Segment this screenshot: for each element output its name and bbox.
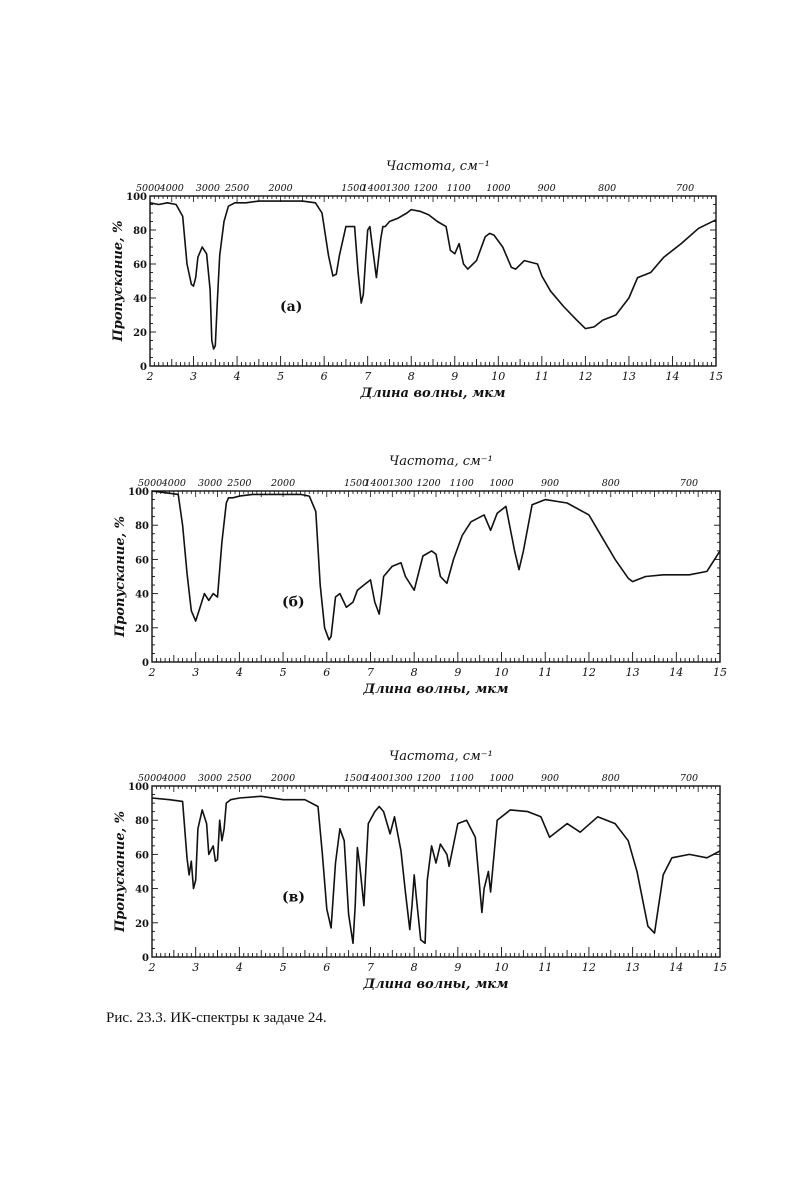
top-tick-label: 4000 (161, 773, 186, 784)
y-tick-label: 60 (135, 850, 149, 862)
x-tick-label: 14 (669, 961, 684, 974)
top-tick-label: 900 (537, 183, 556, 194)
x-tick-label: 12 (581, 961, 596, 974)
top-tick-label: 5000 (138, 478, 163, 489)
x-tick-label: 5 (279, 666, 287, 679)
top-tick-label: 1300 (388, 478, 413, 489)
y-tick-label: 20 (135, 918, 149, 930)
x-tick-label: 6 (320, 370, 328, 383)
y-tick-label: 80 (135, 521, 149, 533)
x-tick-label: 9 (454, 961, 462, 974)
top-tick-label: 800 (601, 478, 620, 489)
x-axis-title: Длина волны, мкм (363, 977, 509, 992)
top-tick-label: 800 (598, 183, 617, 194)
x-tick-label: 12 (578, 370, 593, 383)
x-tick-label: 2 (146, 370, 154, 383)
y-tick-label: 20 (133, 328, 147, 339)
x-tick-label: 3 (192, 666, 200, 679)
x-tick-label: 15 (709, 370, 723, 383)
y-tick-label: 80 (133, 226, 147, 237)
x-tick-label: 11 (534, 370, 549, 383)
top-tick-label: 2000 (270, 478, 296, 489)
x-tick-label: 8 (407, 370, 415, 383)
x-tick-label: 2 (148, 666, 156, 679)
y-tick-label: 60 (135, 555, 149, 567)
top-tick-label: 5000 (138, 773, 163, 784)
top-tick-label: 4000 (161, 478, 186, 489)
x-tick-label: 13 (625, 666, 640, 679)
top-axis-title: Частота, см⁻¹ (389, 454, 493, 469)
x-tick-label: 15 (713, 666, 727, 679)
y-axis-title: Пропускание, % (113, 810, 128, 933)
x-tick-label: 8 (410, 666, 418, 679)
y-axis-title: Пропускание, % (111, 220, 126, 342)
spectrum-panel-2 (113, 454, 727, 697)
x-tick-label: 9 (454, 666, 462, 679)
y-tick-label: 40 (135, 884, 149, 896)
top-tick-label: 1100 (449, 773, 474, 784)
top-tick-label: 1300 (385, 183, 410, 194)
x-tick-label: 10 (491, 370, 506, 383)
top-tick-label: 1000 (486, 183, 511, 194)
y-tick-label: 40 (133, 294, 147, 305)
x-tick-label: 13 (621, 370, 636, 383)
spectrum-line (150, 201, 716, 349)
top-tick-label: 3000 (198, 478, 223, 489)
x-tick-label: 15 (713, 961, 727, 974)
top-tick-label: 1400 (361, 183, 386, 194)
x-tick-label: 10 (494, 666, 509, 679)
x-axis-title: Длина волны, мкм (360, 386, 506, 401)
top-tick-label: 2500 (227, 773, 252, 784)
top-tick-label: 3000 (198, 773, 223, 784)
x-tick-label: 6 (323, 961, 331, 974)
top-tick-label: 700 (679, 478, 699, 489)
top-tick-label: 700 (679, 773, 699, 784)
x-tick-label: 14 (669, 666, 684, 679)
panel-label: (а) (280, 299, 303, 315)
y-tick-label: 100 (128, 487, 149, 498)
x-tick-label: 10 (494, 961, 509, 974)
x-axis-title: Длина волны, мкм (363, 682, 509, 697)
top-tick-label: 800 (601, 773, 620, 784)
y-tick-label: 80 (135, 816, 149, 828)
top-tick-label: 900 (540, 773, 560, 784)
top-tick-label: 2500 (224, 183, 250, 194)
x-tick-label: 5 (277, 370, 285, 383)
x-tick-label: 11 (538, 666, 553, 679)
spectrum-panel-1 (111, 159, 723, 401)
x-tick-label: 8 (410, 961, 418, 974)
x-tick-label: 5 (279, 961, 287, 974)
top-tick-label: 1400 (364, 478, 389, 489)
x-tick-label: 6 (323, 666, 331, 679)
x-tick-label: 2 (148, 961, 156, 974)
x-tick-label: 7 (364, 370, 372, 383)
y-tick-label: 20 (135, 623, 149, 635)
top-tick-label: 1300 (388, 773, 413, 784)
x-tick-label: 3 (192, 961, 200, 974)
top-tick-label: 1500 (343, 773, 369, 784)
x-tick-label: 4 (233, 370, 241, 383)
x-tick-label: 4 (235, 666, 243, 679)
x-tick-label: 13 (625, 961, 640, 974)
top-tick-label: 700 (676, 183, 695, 194)
x-tick-label: 4 (235, 961, 243, 974)
y-tick-label: 0 (142, 953, 149, 964)
y-tick-label: 0 (140, 362, 147, 373)
top-tick-label: 3000 (195, 183, 220, 194)
y-tick-label: 40 (135, 589, 149, 601)
y-axis-title: Пропускание, % (113, 515, 128, 638)
x-tick-label: 9 (451, 370, 459, 383)
x-tick-label: 7 (366, 666, 374, 679)
plot-frame (150, 196, 716, 366)
top-axis-title: Частота, см⁻¹ (389, 749, 493, 764)
panel-label: (б) (282, 594, 305, 611)
top-tick-label: 2500 (227, 478, 252, 489)
top-tick-label: 1200 (413, 183, 438, 194)
figure-caption: Рис. 23.3. ИК-спектры к задаче 24. (106, 1010, 327, 1026)
plot-frame (152, 786, 720, 957)
panel-label: (в) (282, 889, 305, 906)
top-tick-label: 5000 (136, 183, 161, 194)
x-tick-label: 11 (538, 961, 553, 974)
x-tick-label: 14 (665, 370, 680, 383)
top-tick-label: 2000 (268, 183, 293, 194)
y-tick-label: 60 (133, 260, 147, 271)
top-axis-title: Частота, см⁻¹ (386, 159, 490, 174)
top-tick-label: 2000 (270, 773, 296, 784)
spectrum-line (152, 491, 720, 640)
plot-frame (152, 491, 720, 662)
x-tick-label: 3 (190, 370, 198, 383)
top-tick-label: 1100 (449, 478, 474, 489)
top-tick-label: 1200 (416, 773, 441, 784)
top-tick-label: 1000 (489, 773, 514, 784)
top-tick-label: 1400 (364, 773, 389, 784)
top-tick-label: 1200 (416, 478, 441, 489)
top-tick-label: 1000 (489, 478, 514, 489)
x-tick-label: 12 (581, 666, 596, 679)
top-tick-label: 4000 (159, 183, 184, 194)
top-tick-label: 1500 (343, 478, 369, 489)
y-tick-label: 0 (142, 658, 149, 669)
y-tick-label: 100 (128, 782, 149, 793)
top-tick-label: 1100 (446, 183, 471, 194)
spectrum-panel-3 (113, 749, 727, 992)
top-tick-label: 900 (540, 478, 560, 489)
top-tick-label: 1500 (341, 183, 366, 194)
y-tick-label: 100 (126, 192, 147, 203)
x-tick-label: 7 (366, 961, 374, 974)
spectrum-line (152, 796, 720, 943)
